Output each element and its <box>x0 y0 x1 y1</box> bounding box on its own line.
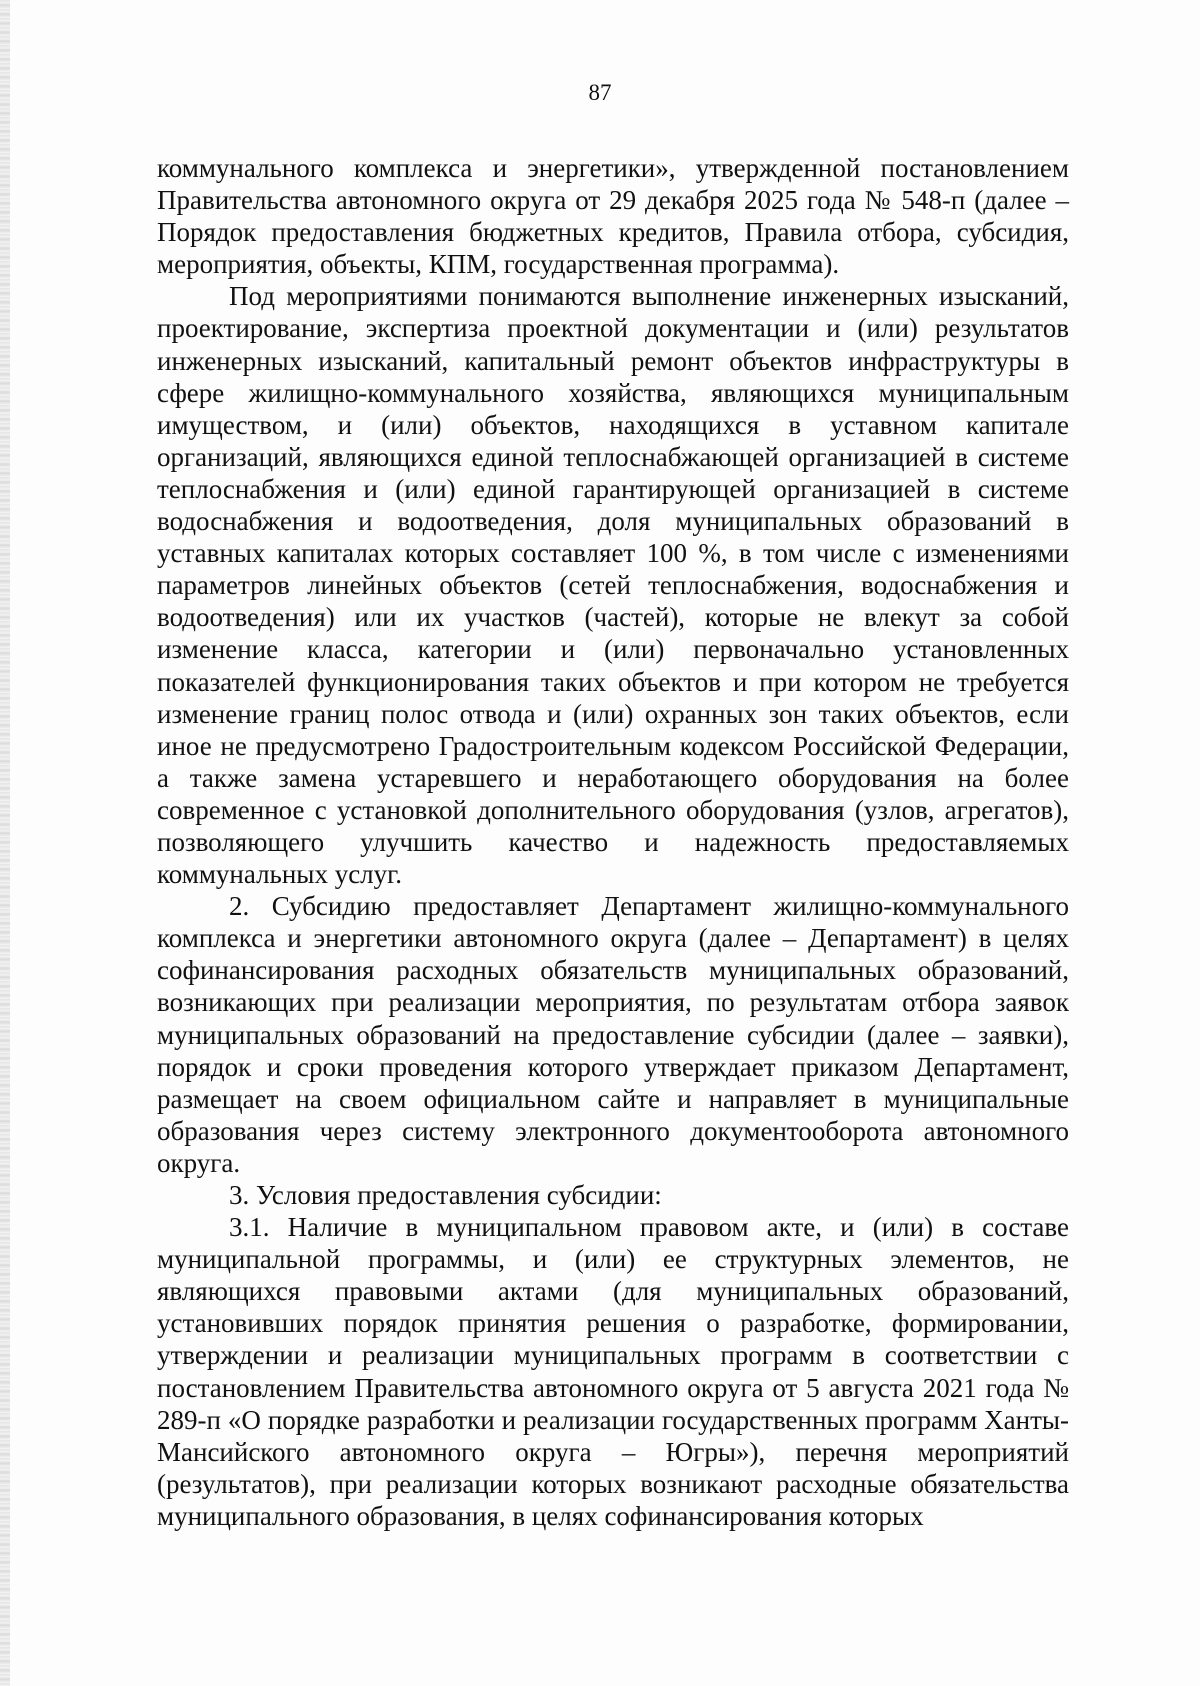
paragraph-3-1-condition: 3.1. Наличие в муниципальном правовом акте, и (или) в составе муниципальной программы, и (или) ее структурных элементов, не являющихся правовыми актами (для муниципальных образований, установивших порядок принятия решения о разработке, формировании, утверждении и реализации муниципальных программ в соответствии с постановлением Правительства автономного округа от 5 августа 2021 года № 289-п «О порядке разработки и реализации государственных программ Ханты-Мансийского автономного округа – Югры»), перечня мероприятий (результатов), при реализации которых возникают расходные обязательства муниципального образования, в целях софинансирования которых <box>157 1212 1069 1531</box>
paragraph-continuation: коммунального комплекса и энергетики», утвержденной постановлением Правительства автономного округа от 29 декабря 2025 года № 548-п (далее – Порядок предоставления бюджетных кредитов, Правила отбора, субсидия, мероприятия, объекты, КПМ, государственная программа). <box>157 153 1069 280</box>
paragraph-2-department: 2. Субсидию предоставляет Департамент жилищно-коммунального комплекса и энергетики автономного округа (далее – Департамент) в целях софинансирования расходных обязательств муниципальных образований, возникающих при реализации мероприятия, по результатам отбора заявок муниципальных образований на предоставление субсидии (далее – заявки), порядок и сроки проведения которого утверждает приказом Департамент, размещает на своем официальном сайте и направляет в муниципальные образования через систему электронного документооборота автономного округа. <box>157 891 1069 1178</box>
document-body <box>157 152 1069 1532</box>
scan-edge-shadow <box>0 0 10 1686</box>
paragraph-3-conditions-heading: 3. Условия предоставления субсидии: <box>229 1180 662 1210</box>
page-number: 87 <box>588 80 612 105</box>
paragraph-measures-definition: Под мероприятиями понимаются выполнение инженерных изысканий, проектирование, экспертиза проектной документации и (или) результатов инженерных изысканий, капитальный ремонт объектов инфраструктуры в сфере жилищно-коммунального хозяйства, являющихся муниципальным имуществом, и (или) объектов, находящихся в уставном капитале организаций, являющихся единой теплоснабжающей организацией в системе теплоснабжения и (или) единой гарантирующей организацией в системе водоснабжения и водоотведения, доля муниципальных образований в уставных капиталах которых составляет 100 %, в том числе с изменениями параметров линейных объектов (сетей теплоснабжения, водоснабжения и водоотведения) или их участков (частей), которые не влекут за собой изменение класса, категории и (или) первоначально установленных показателей функционирования таких объектов и при котором не требуется изменение границ полос отвода и (или) охранных зон таких объектов, если иное не предусмотрено Градостроительным кодексом Российской Федерации, а также замена устаревшего и неработающего оборудования на более современное с установкой дополнительного оборудования (узлов, агрегатов), позволяющего улучшить качество и надежность предоставляемых коммунальных услуг. <box>157 281 1069 890</box>
